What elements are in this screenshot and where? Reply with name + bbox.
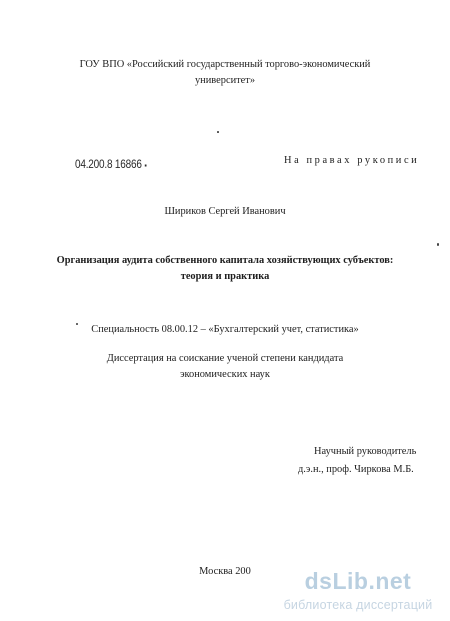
supervisor-name: д.э.н., проф. Чиркова М.Б. xyxy=(298,464,414,475)
dissertation-title-line2: теория и практика xyxy=(180,271,270,282)
supervisor-label: Научный руководитель xyxy=(314,446,417,457)
watermark-subtitle: библиотека диссертаций xyxy=(283,598,433,612)
organization-name-line1: ГОУ ВПО «Российский государственный торгово-экономический xyxy=(79,59,371,70)
manuscript-rights-note: На правах рукописи xyxy=(284,155,420,166)
degree-statement-line1: Диссертация на соискание ученой степени кандидата xyxy=(106,353,344,364)
scan-speck xyxy=(217,131,219,133)
watermark-logo: dsLib.net xyxy=(304,568,412,594)
dissertation-title-line1: Организация аудита собственного капитала хозяйствующих субъектов: xyxy=(56,255,394,266)
specialty-line: Специальность 08.00.12 – «Бухгалтерский учет, статистика» xyxy=(91,324,359,335)
organization-name-line2: университет» xyxy=(194,75,256,86)
author-name: Шириков Сергей Иванович xyxy=(164,206,286,217)
city-year: Москва 200 xyxy=(199,566,251,577)
degree-statement-line2: экономических наук xyxy=(180,369,270,380)
registration-stamp-number: 04.200.8 16866 ▪ xyxy=(75,158,147,172)
dslib-watermark xyxy=(268,568,448,618)
scan-speck xyxy=(437,243,439,246)
